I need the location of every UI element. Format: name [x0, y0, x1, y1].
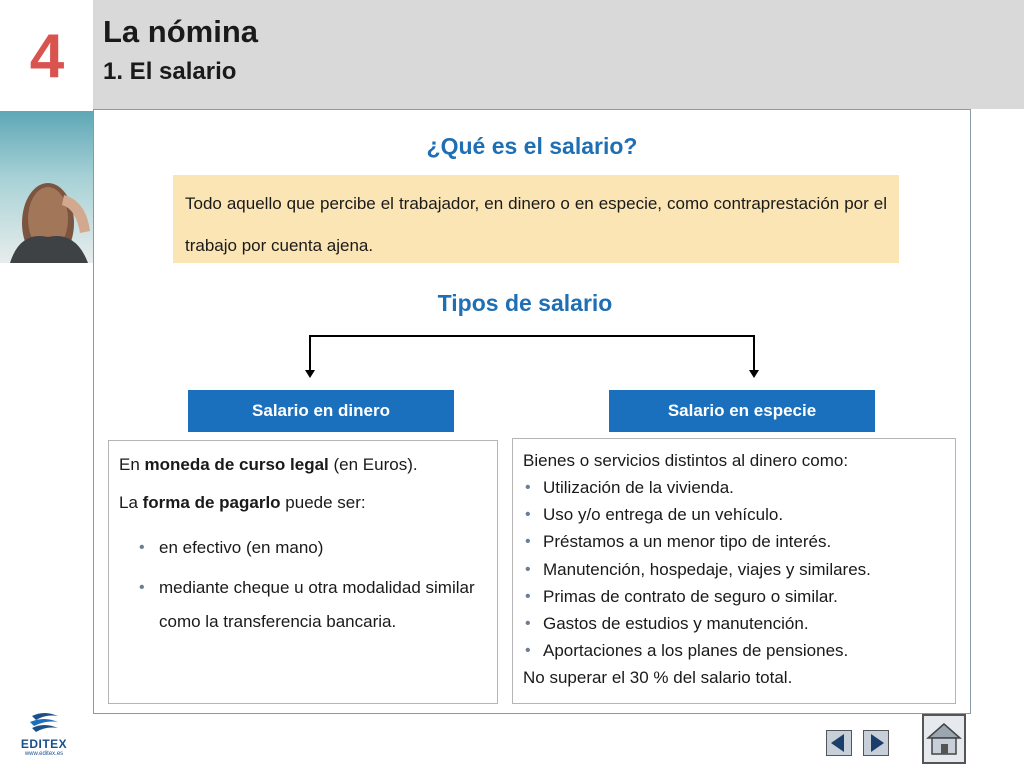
dinero-line-moneda: En moneda de curso legal (en Euros).	[119, 455, 418, 474]
list-item: • Uso y/o entrega de un vehículo.	[523, 501, 945, 528]
salario-especie-box	[512, 438, 956, 704]
editex-logo	[14, 712, 74, 762]
dinero-list	[119, 531, 487, 639]
list-item: • Primas de contrato de seguro o similar.	[523, 583, 945, 610]
salario-especie-label: Salario en especie	[609, 390, 875, 432]
home-button[interactable]	[922, 714, 966, 764]
especie-footer: No superar el 30 % del salario total.	[523, 668, 793, 688]
especie-intro: Bienes o servicios distintos al dinero como:	[523, 451, 849, 470]
page-subtitle: 1. El salario	[103, 58, 237, 85]
logo-name: EDITEX	[20, 737, 68, 751]
home-icon	[924, 716, 964, 762]
header-photo	[0, 111, 93, 263]
tipos-heading: Tipos de salario	[437, 290, 613, 316]
page-title: La nómina	[103, 14, 259, 49]
logo-url: www.editex.es	[24, 751, 64, 757]
previous-slide-button[interactable]	[826, 730, 852, 756]
salario-dinero-box	[108, 440, 498, 704]
definition-box: Todo aquello que percibe el trabajador, en dinero o en especie, como contraprestación por el trabajo por cuenta ajena.	[173, 175, 899, 263]
especie-list	[523, 474, 945, 664]
list-item: • Manutención, hospedaje, viajes y similares.	[523, 556, 945, 583]
triangle-right-icon	[864, 731, 888, 755]
salario-dinero-label: Salario en dinero	[188, 390, 454, 432]
definition-heading: ¿Qué es el salario?	[426, 133, 638, 159]
list-item: • en efectivo (en mano)	[139, 531, 487, 565]
list-item: • Utilización de la vivienda.	[523, 474, 945, 501]
branch-arrows	[290, 328, 770, 378]
editex-logo-icon	[24, 712, 64, 734]
list-item: • Gastos de estudios y manutención.	[523, 610, 945, 637]
chapter-number: 4	[29, 22, 65, 91]
triangle-left-icon	[827, 731, 851, 755]
list-item: • mediante cheque u otra modalidad similar como la transferencia bancaria.	[139, 571, 487, 639]
list-item: • Aportaciones a los planes de pensiones.	[523, 637, 945, 664]
next-slide-button[interactable]	[863, 730, 889, 756]
list-item: • Préstamos a un menor tipo de interés.	[523, 528, 945, 555]
dinero-line-forma: La forma de pagarlo puede ser:	[119, 493, 366, 512]
